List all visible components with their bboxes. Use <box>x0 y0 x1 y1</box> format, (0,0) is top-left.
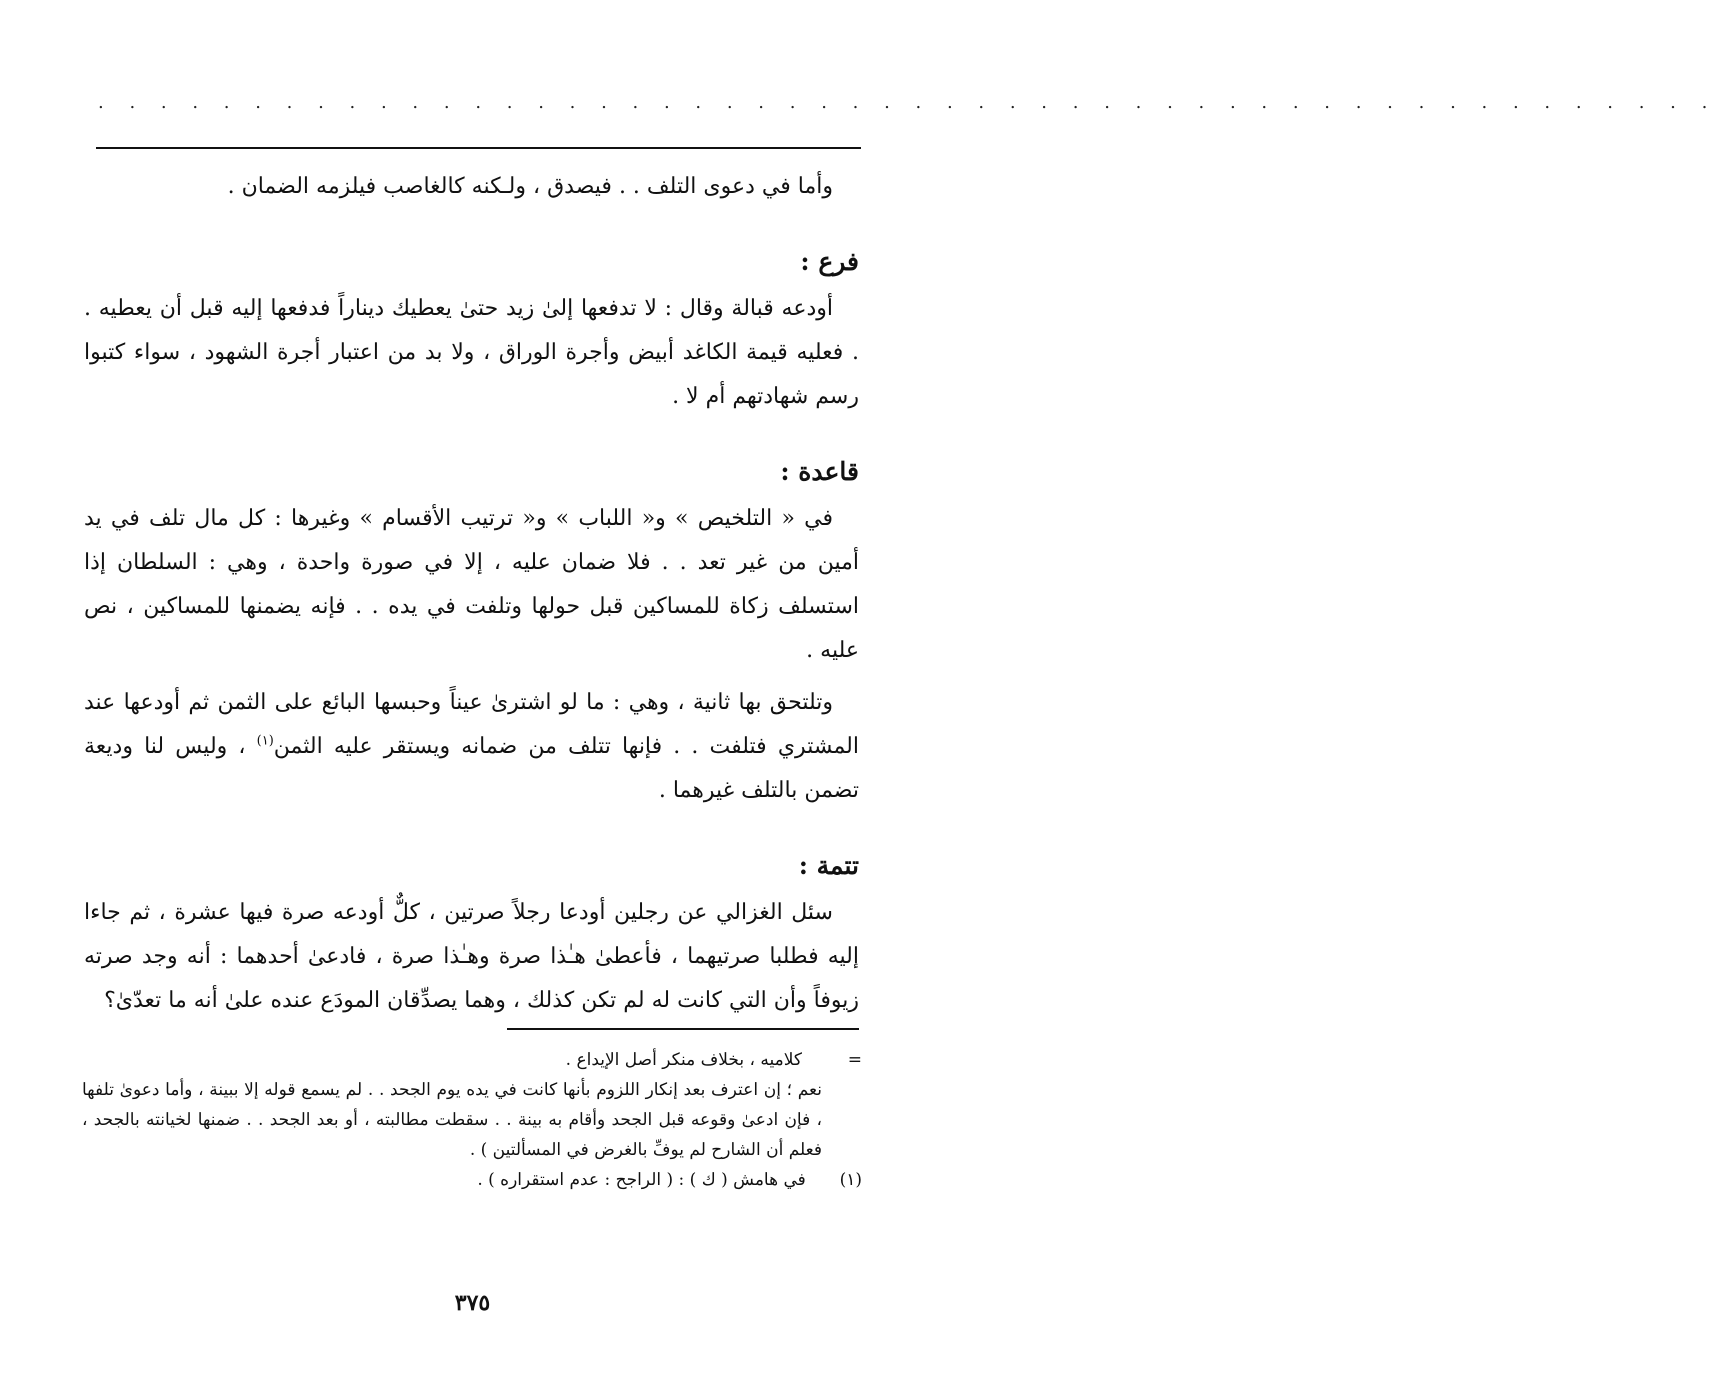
footnote-continuation-paragraph: نعم ؛ إن اعترف بعد إنكار اللزوم بأنها كانت في يده يوم الجحد . . لم يسمع قوله إلا ببينة ، وأما دعوىٰ تلفها ، فإن ادعىٰ وقوعه قبل الجحد وأقام به بينة . . سقطت مطالبته ، أو بعد الجحد . . ضمنها لخيانته بالجحد ، فعلم أن الشارح لم يوفِّ بالغرض في المسألتين ) . <box>82 1080 822 1160</box>
paragraph-text: ، وليس لنا وديعة تضمن بالتلف غيرهما . <box>84 734 859 803</box>
section-heading-far: فرع : <box>800 247 859 276</box>
section-qaida-paragraph-1: في « التلخيص » و« اللباب » و« ترتيب الأقسام » وغيرها : كل مال تلف في يد أمين من غير تعد . . فلا ضمان عليه ، إلا في صورة واحدة ، وهي : السلطان إذا استسلف زكاة للمساكين قبل حولها وتلفت في يده . . فإنه يضمنها للمساكين ، نص عليه . <box>84 506 859 663</box>
section-heading-tatimma: تتمة : <box>798 851 859 880</box>
intro-paragraph: وأما في دعوى التلف . . فيصدق ، ولـكنه كالغاصب فيلزمه الضمان . <box>227 174 833 199</box>
footnote-text: كلاميه ، بخلاف منكر أصل الإيداع . <box>565 1050 802 1070</box>
footnote-reference: (١) <box>256 733 274 749</box>
page-number: ٣٧٥ <box>454 1290 491 1316</box>
header-dotted-line: . . . . . . . . . . . . . . . . . . . . . . . . . . . . . . . . . . . . . . . . . . . . . . . . . . . . <box>98 92 1717 113</box>
continuation-mark: = <box>847 1050 862 1070</box>
section-tatimma-paragraph: سئل الغزالي عن رجلين أودعا رجلاً صرتين ، كلٌّ أودعه صرة فيها عشرة ، ثم جاءا إليه فطلبا صرتيهما ، فأعطىٰ هـٰذا صرة وهـٰذا صرة ، فادعىٰ أحدهما : أنه وجد صرته زيوفاً وأن التي كانت له لم تكن كذلك ، وهما يصدِّقان المودَع عنده علىٰ أنه ما تعدّىٰ؟ <box>84 900 859 1013</box>
footnote-rule <box>507 1028 859 1030</box>
header-rule <box>96 147 861 149</box>
footnote-text: في هامش ( ك ) : ( الراجح : عدم استقراره ) . <box>477 1170 806 1190</box>
section-qaida-paragraph-2 <box>84 681 859 813</box>
footnotes <box>82 1045 862 1195</box>
footnote-number: (١) <box>839 1170 862 1190</box>
footnote-continuation <box>82 1045 862 1075</box>
main-text <box>84 165 859 1023</box>
section-heading-qaida: قاعدة : <box>780 457 859 486</box>
section-far-paragraph: أودعه قبالة وقال : لا تدفعها إلىٰ زيد حتىٰ يعطيك ديناراً فدفعها إليه قبل أن يعطيه . . فعليه قيمة الكاغد أبيض وأجرة الوراق ، ولا بد من اعتبار أجرة الشهود ، سواء كتبوا رسم شهادتهم أم لا . <box>84 296 859 409</box>
paragraph-text: وتلتحق بها ثانية ، وهي : ما لو اشترىٰ عيناً وحبسها البائع على الثمن ثم أودعها عند المشتري فتلفت . . فإنها تتلف من ضمانه ويستقر عليه الثمن <box>84 690 859 759</box>
footnote-1 <box>82 1165 862 1195</box>
